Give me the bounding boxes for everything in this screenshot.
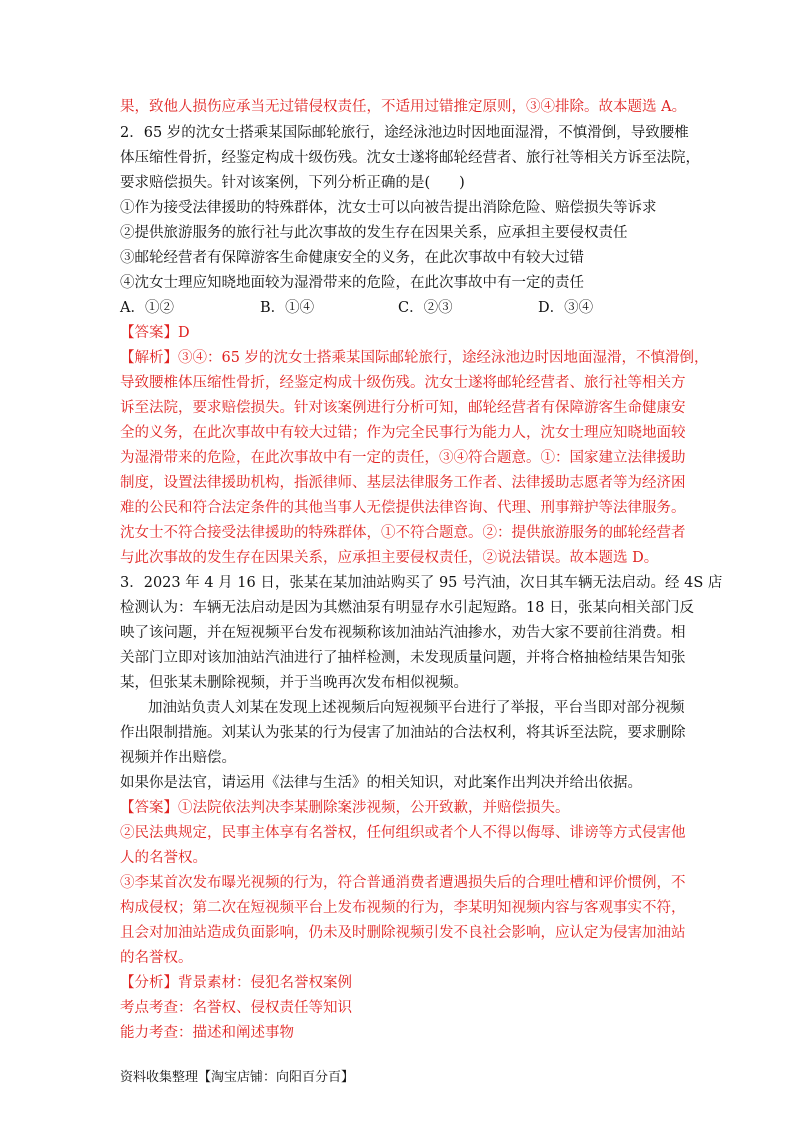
- q3-material2-line-3: 视频并作出赔偿。: [120, 750, 236, 766]
- q3-material-line-2: 检测认为：车辆无法启动是因为其燃油泵有明显存水引起短路。18 日，张某向相关部门反: [120, 600, 695, 616]
- q2-option-b: B．①④: [260, 300, 315, 316]
- q3-material-line-1: 3．2023 年 4 月 16 日，张某在某加油站购买了 95 号汽油，次日其车辆无法启动。经 4S 店: [120, 575, 723, 591]
- q3-answer-line-5: 构成侵权；第二次在短视频平台上发布视频的行为，李某明知视频内容与客观事实不符，: [120, 900, 686, 916]
- q3-analysis-line-2: 考点考查：名誉权、侵权责任等知识: [120, 1000, 352, 1016]
- q2-analysis-line-1: 【解析】③④：65 岁的沈女士搭乘某国际邮轮旅行，途经泳池边时因地面湿滑，不慎滑倒，: [120, 350, 709, 366]
- page-footer: 资料收集整理【淘宝店铺：向阳百分百】: [120, 1070, 355, 1085]
- q3-question: 如果你是法官，请运用《法律与生活》的相关知识，对此案作出判决并给出依据。: [120, 775, 642, 791]
- q2-analysis-line-4: 全的义务，在此次事故中有较大过错；作为完全民事行为能力人，沈女士理应知晓地面较: [120, 425, 686, 441]
- q2-option-a: A．①②: [120, 300, 174, 316]
- q2-statement-4: ④沈女士理应知晓地面较为湿滑带来的危险，在此次事故中有一定的责任: [120, 275, 584, 291]
- q2-stem-line-1: 2．65 岁的沈女士搭乘某国际邮轮旅行，途经泳池边时因地面湿滑，不慎滑倒，导致腰椎: [120, 125, 689, 141]
- q2-analysis-line-6: 制度，设置法律援助机构，指派律师、基层法律服务工作者、法律援助志愿者等为经济困: [120, 475, 686, 491]
- q2-analysis-line-5: 为湿滑带来的危险，在此次事故中有一定的责任，③④符合题意。①：国家建立法律援助: [120, 450, 686, 466]
- q2-analysis-line-2: 导致腰椎体压缩性骨折，经鉴定构成十级伤残。沈女士遂将邮轮经营者、旅行社等相关方: [120, 375, 686, 391]
- q3-analysis-line-1: 【分析】背景素材：侵犯名誉权案例: [120, 975, 352, 991]
- q2-options: [120, 297, 680, 319]
- q2-statement-2: ②提供旅游服务的旅行社与此次事故的发生存在因果关系，应承担主要侵权责任: [120, 225, 628, 241]
- q2-stem-line-3: 要求赔偿损失。针对该案例，下列分析正确的是( ): [120, 175, 465, 191]
- q2-answer: 【答案】D: [120, 325, 190, 341]
- q3-material2-line-2: 作出限制措施。刘某认为张某的行为侵害了加油站的合法权利，将其诉至法院，要求删除: [120, 725, 686, 741]
- q3-answer-line-1: 【答案】①法院依法判决李某删除案涉视频，公开致歉，并赔偿损失。: [120, 800, 570, 816]
- q2-analysis-line-8: 沈女士不符合接受法律援助的特殊群体，①不符合题意。②：提供旅游服务的邮轮经营者: [120, 525, 686, 541]
- q2-analysis-line-9: 与此次事故的发生存在因果关系，应承担主要侵权责任，②说法错误。故本题选 D。: [120, 550, 659, 566]
- q2-option-d: D．③④: [538, 300, 594, 316]
- q3-answer-line-6: 且会对加油站造成负面影响，仍未及时删除视频引发不良社会影响，应认定为侵害加油站: [120, 925, 686, 941]
- q3-answer-line-4: ③李某首次发布曝光视频的行为，符合普通消费者遭遇损失后的合理吐槽和评价惯例，不: [120, 875, 686, 891]
- q3-material-line-4: 关部门立即对该加油站汽油进行了抽样检测，未发现质量问题，并将合格抽检结果告知张: [120, 650, 686, 666]
- q2-statement-3: ③邮轮经营者有保障游客生命健康安全的义务，在此次事故中有较大过错: [120, 250, 584, 266]
- q2-analysis-line-7: 难的公民和符合法定条件的其他当事人无偿提供法律咨询、代理、刑事辩护等法律服务。: [120, 500, 686, 516]
- q3-material-line-3: 映了该问题，并在短视频平台发布视频称该加油站汽油掺水，劝告大家不要前往消费。相: [120, 625, 686, 641]
- q2-analysis-line-3: 诉至法院，要求赔偿损失。针对该案例进行分析可知，邮轮经营者有保障游客生命健康安: [120, 400, 686, 416]
- q2-option-c: C．②③: [398, 300, 453, 316]
- q3-answer-line-2: ②民法典规定，民事主体享有名誉权，任何组织或者个人不得以侮辱、诽谤等方式侵害他: [120, 825, 686, 841]
- q3-material-line-5: 某，但张某未删除视频，并于当晚再次发布相似视频。: [120, 675, 468, 691]
- q3-answer-line-7: 的名誉权。: [120, 950, 193, 966]
- q3-material2-line-1: 加油站负责人刘某在发现上述视频后向短视频平台进行了举报，平台当即对部分视频: [148, 700, 685, 716]
- previous-answer-tail: 果，致他人损伤应承当无过错侵权责任，不适用过错推定原则，③④排除。故本题选 A。: [120, 99, 687, 115]
- q2-statement-1: ①作为接受法律援助的特殊群体，沈女士可以向被告提出消除危险、赔偿损失等诉求: [120, 200, 657, 216]
- q3-answer-line-3: 人的名誉权。: [120, 850, 207, 866]
- q2-stem-line-2: 体压缩性骨折，经鉴定构成十级伤残。沈女士遂将邮轮经营者、旅行社等相关方诉至法院，: [120, 150, 700, 166]
- q3-analysis-line-3: 能力考查：描述和阐述事物: [120, 1025, 294, 1041]
